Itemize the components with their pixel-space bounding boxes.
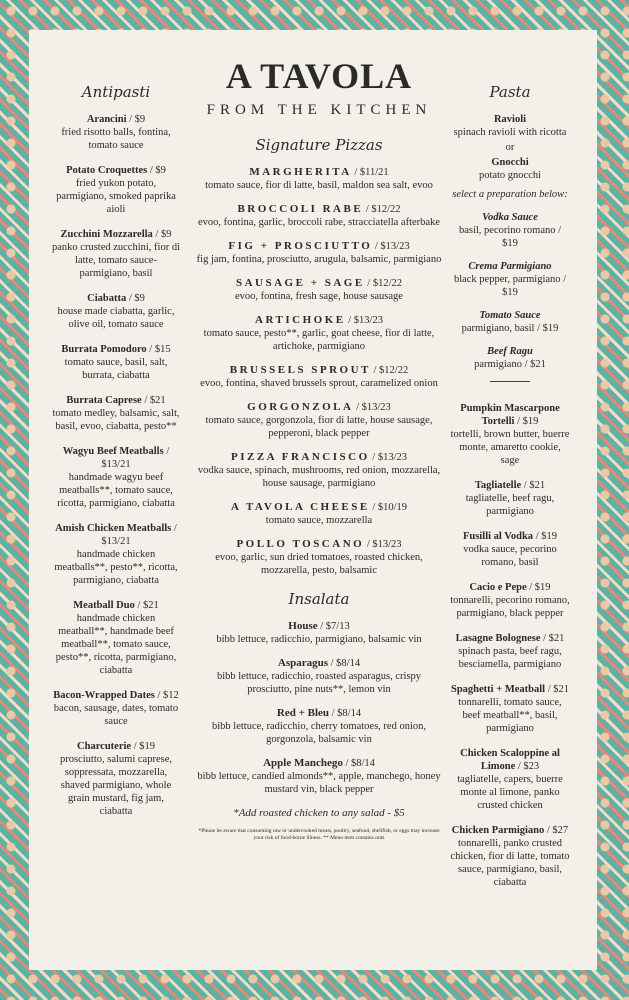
antipasti-heading: Antipasti xyxy=(81,83,151,101)
item-name: BROCCOLI RABE xyxy=(237,203,364,215)
item-name: ARTICHOKE xyxy=(255,314,346,326)
menu-item xyxy=(196,314,442,353)
menu-item xyxy=(196,451,442,490)
item-description: tonnarelli, panko crusted chicken, fior di latte, tomato sauce, parmigiano, basil, ciabatta xyxy=(450,838,570,888)
menu-item xyxy=(52,689,180,728)
menu-item xyxy=(52,740,180,818)
item-name: Lasagne Bolognese xyxy=(455,633,541,644)
item-price: / $13/23 xyxy=(374,241,410,252)
item-price: / $12/22 xyxy=(365,204,401,215)
item-name: Charcuterie xyxy=(77,741,132,752)
item-price: / $9 xyxy=(149,165,166,176)
item-description: evoo, fontina, shaved brussels sprout, caramelized onion xyxy=(200,378,438,389)
menu-item xyxy=(450,747,570,812)
item-price: / $10/19 xyxy=(372,502,408,513)
item-price: / $8/14 xyxy=(330,658,361,669)
menu-item xyxy=(196,401,442,440)
item-name: Amish Chicken Meatballs xyxy=(55,523,172,534)
item-name: Fusilli al Vodka xyxy=(463,531,534,542)
restaurant-subtitle: FROM THE KITCHEN xyxy=(206,102,432,118)
menu-item xyxy=(450,402,570,467)
menu-item xyxy=(196,538,442,577)
item-description: tomato sauce, basil, salt, burrata, ciabatta xyxy=(64,357,168,381)
item-description: bibb lettuce, radicchio, roasted asparagus, crispy prosciutto, pine nuts**, lemon vin xyxy=(216,671,422,695)
item-name: Apple Manchego xyxy=(263,757,343,769)
item-price: / $19 xyxy=(517,416,539,427)
item-name: POLLO TOSCANO xyxy=(236,538,365,550)
item-name: Ciabatta xyxy=(87,293,127,304)
item-name: PIZZA FRANCISCO xyxy=(231,451,370,463)
or-text: or xyxy=(505,142,515,153)
item-price: / $7/13 xyxy=(320,621,350,632)
menu-item xyxy=(196,501,442,527)
menu-item xyxy=(450,824,570,889)
item-name: Asparagus xyxy=(277,657,329,669)
item-name: Meatball Duo xyxy=(73,600,135,611)
item-name: Beef Ragu xyxy=(487,346,533,357)
pasta-list xyxy=(450,402,570,889)
item-price: / $15 xyxy=(149,344,171,355)
menu-item xyxy=(450,683,570,735)
item-description: tomato sauce, pesto**, garlic, goat cheese, fior di latte, artichoke, parmigiano xyxy=(203,328,435,352)
menu-item xyxy=(196,657,442,696)
item-description: handmade chicken meatball**, handmade beef meatball**, tomato sauce, pesto**, ricotta, parmigiano, ciabatta xyxy=(55,613,177,676)
pizza-list xyxy=(196,166,442,577)
item-price: / $12/22 xyxy=(367,278,403,289)
menu-item xyxy=(196,277,442,303)
item-price: / $12 xyxy=(157,690,179,701)
item-description: handmade chicken meatballs**, pesto**, ricotta, parmigiano, ciabatta xyxy=(54,549,178,586)
menu-item xyxy=(450,581,570,620)
item-name: Wagyu Beef Meatballs xyxy=(62,446,164,457)
item-description: vodka sauce, spinach, mushrooms, red onion, mozzarella, house sausage, parmigiano xyxy=(197,465,441,489)
gnocchi-name: Gnocchi xyxy=(491,157,529,168)
item-price: / $13/21 xyxy=(101,523,177,547)
item-price: / $13/23 xyxy=(348,315,383,326)
item-name: Tomato Sauce xyxy=(479,310,541,321)
item-description: bibb lettuce, radicchio, cherry tomatoes, red onion, gorgonzola, balsamic vin xyxy=(211,721,426,745)
pasta-heading: Pasta xyxy=(489,83,531,101)
item-name: A TAVOLA CHEESE xyxy=(230,501,370,513)
item-name: MARGHERITA xyxy=(249,166,352,178)
menu-item xyxy=(52,228,180,280)
item-price: / $8/14 xyxy=(331,708,362,719)
item-description: tagliatelle, capers, buerre monte al limone, panko crusted chicken xyxy=(457,774,563,811)
item-price: / $19 xyxy=(133,741,155,752)
item-description: tomato sauce, fior di latte, basil, maldon sea salt, evoo xyxy=(205,180,433,191)
item-name: Arancini xyxy=(86,114,127,125)
item-price: / $9 xyxy=(128,293,145,304)
item-description: parmigiano / $21 xyxy=(474,359,546,370)
antipasti-column xyxy=(52,83,180,830)
item-description: tomato sauce, gorgonzola, fior di latte, house sausage, pepperoni, black pepper xyxy=(205,415,433,439)
menu-item xyxy=(450,479,570,518)
item-price: / $21 xyxy=(144,395,166,406)
fine-print: *Please be aware that consuming raw or undercooked meats, poultry, seafood, shellfish, or eggs may increase your risk of food-borne illness. ** Menu item contains nuts xyxy=(198,828,440,841)
item-description: tagliatelle, beef ragu, parmigiano xyxy=(465,493,555,517)
item-price: / $11/21 xyxy=(354,167,389,178)
center-column xyxy=(196,56,442,842)
item-price: / $13/23 xyxy=(372,452,407,463)
item-name: House xyxy=(288,620,318,632)
item-name: Red + Bleu xyxy=(276,707,329,719)
item-name: Chicken Parmigiano xyxy=(451,825,545,836)
item-price: / $13/23 xyxy=(366,539,402,550)
pasta-column xyxy=(450,83,570,901)
menu-item xyxy=(450,260,570,299)
menu-item xyxy=(450,632,570,671)
item-description: handmade wagyu beef meatballs**, tomato sauce, ricotta, parmigiano, ciabatta xyxy=(57,472,175,509)
menu-item xyxy=(450,530,570,569)
item-name: Tagliatelle xyxy=(474,480,522,491)
item-name: Chicken Scaloppine al Limone xyxy=(460,748,560,772)
item-name: Cacio e Pepe xyxy=(469,582,527,593)
item-description: tomato medley, balsamic, salt, basil, evoo, ciabatta, pesto** xyxy=(52,408,180,432)
item-description: parmigiano, basil / $19 xyxy=(461,323,559,334)
item-price: / $23 xyxy=(517,761,540,772)
antipasti-list xyxy=(52,113,180,818)
item-price: / $27 xyxy=(546,825,569,836)
item-price: / $21 xyxy=(543,633,565,644)
item-description: evoo, garlic, sun dried tomatoes, roasted chicken, mozzarella, pesto, balsamic xyxy=(215,552,423,576)
salad-list xyxy=(196,620,442,796)
item-description: evoo, fontina, garlic, broccoli rabe, stracciatella afterbake xyxy=(198,217,440,228)
menu-item xyxy=(52,164,180,216)
item-name: Pumpkin Mascarpone Tortelli xyxy=(460,403,560,427)
select-prep-text: select a preparation below: xyxy=(452,189,568,200)
item-description: tomato sauce, mozzarella xyxy=(265,515,373,526)
item-description: prosciutto, salumi caprese, soppressata, mozzarella, shaved parmigiano, whole grain mustard, fig jam, ciabatta xyxy=(60,754,172,817)
item-price: / $8/14 xyxy=(345,758,375,769)
ravioli-name: Ravioli xyxy=(493,114,527,125)
item-name: BRUSSELS SPROUT xyxy=(229,364,371,376)
ravioli-desc: spinach ravioli with ricotta xyxy=(453,127,567,138)
salad-note: *Add roasted chicken to any salad - $5 xyxy=(233,807,405,819)
item-description: fried risotto balls, fontina, tomato sauce xyxy=(61,127,171,151)
menu-item xyxy=(52,113,180,152)
item-name: Burrata Caprese xyxy=(66,395,142,406)
item-description: bibb lettuce, radicchio, parmigiano, balsamic vin xyxy=(216,634,422,645)
item-price: / $9 xyxy=(155,229,172,240)
menu-item xyxy=(52,343,180,382)
insalata-heading: Insalata xyxy=(288,590,350,608)
item-description: spinach pasta, beef ragu, besciamella, parmigiano xyxy=(458,646,562,670)
item-description: fried yukon potato, parmigiano, smoked paprika aioli xyxy=(56,178,176,215)
item-price: / $9 xyxy=(129,114,146,125)
item-name: GORGONZOLA xyxy=(247,401,354,413)
item-description: bibb lettuce, candied almonds**, apple, manchego, honey mustard vin, black pepper xyxy=(197,771,441,795)
gnocchi-desc: potato gnocchi xyxy=(478,170,542,181)
menu-item xyxy=(196,364,442,390)
preparation-list xyxy=(450,211,570,371)
item-price: / $21 xyxy=(137,600,159,611)
item-name: Zucchini Mozzarella xyxy=(60,229,153,240)
item-description: evoo, fontina, fresh sage, house sausage xyxy=(235,291,403,302)
menu-item xyxy=(52,522,180,587)
menu-item xyxy=(450,211,570,250)
item-name: Vodka Sauce xyxy=(482,212,538,223)
item-name: Burrata Pomodoro xyxy=(61,344,147,355)
item-description: tonnarelli, pecorino romano, parmigiano, black pepper xyxy=(450,595,570,619)
item-description: tonnarelli, tomato sauce, beef meatball**, basil, parmigiano xyxy=(458,697,562,734)
item-name: SAUSAGE + SAGE xyxy=(235,277,365,289)
item-name: Potato Croquettes xyxy=(66,165,148,176)
menu-item xyxy=(450,345,570,371)
menu-item xyxy=(196,757,442,796)
menu-item xyxy=(52,394,180,433)
divider xyxy=(490,381,530,382)
item-price: / $21 xyxy=(523,480,546,491)
restaurant-title: A TAVOLA xyxy=(225,56,413,96)
item-description: house made ciabatta, garlic, olive oil, tomato sauce xyxy=(57,306,175,330)
menu-item xyxy=(196,203,442,229)
item-description: vodka sauce, pecorino romano, basil xyxy=(463,544,557,568)
item-price: / $12/22 xyxy=(373,365,409,376)
menu-item xyxy=(196,620,442,646)
item-description: black pepper, parmigiano / $19 xyxy=(453,274,567,298)
item-description: basil, pecorino romano / $19 xyxy=(458,225,562,249)
menu-item xyxy=(196,240,442,266)
item-name: FIG + PROSCIUTTO xyxy=(228,240,373,252)
item-name: Bacon-Wrapped Dates xyxy=(53,690,155,701)
item-price: / $19 xyxy=(529,582,551,593)
item-price: / $13/21 xyxy=(101,446,170,470)
item-price: / $13/23 xyxy=(356,402,391,413)
item-name: Spaghetti + Meatball xyxy=(451,684,546,695)
item-price: / $19 xyxy=(535,531,557,542)
item-description: tortelli, brown butter, buerre monte, amaretto cookie, sage xyxy=(450,429,570,466)
item-price: / $21 xyxy=(547,684,569,695)
menu-item xyxy=(196,166,442,192)
menu-item xyxy=(52,292,180,331)
item-description: fig jam, fontina, prosciutto, arugula, balsamic, parmigiano xyxy=(196,254,442,265)
item-description: bacon, sausage, dates, tomato sauce xyxy=(53,703,179,727)
menu-item xyxy=(450,309,570,335)
menu-item xyxy=(52,599,180,677)
menu-item xyxy=(52,445,180,510)
item-description: panko crusted zucchini, fior di latte, tomato sauce- parmigiano, basil xyxy=(52,242,180,279)
item-name: Crema Parmigiano xyxy=(468,261,552,272)
menu-item xyxy=(196,707,442,746)
pizzas-heading: Signature Pizzas xyxy=(255,136,383,154)
